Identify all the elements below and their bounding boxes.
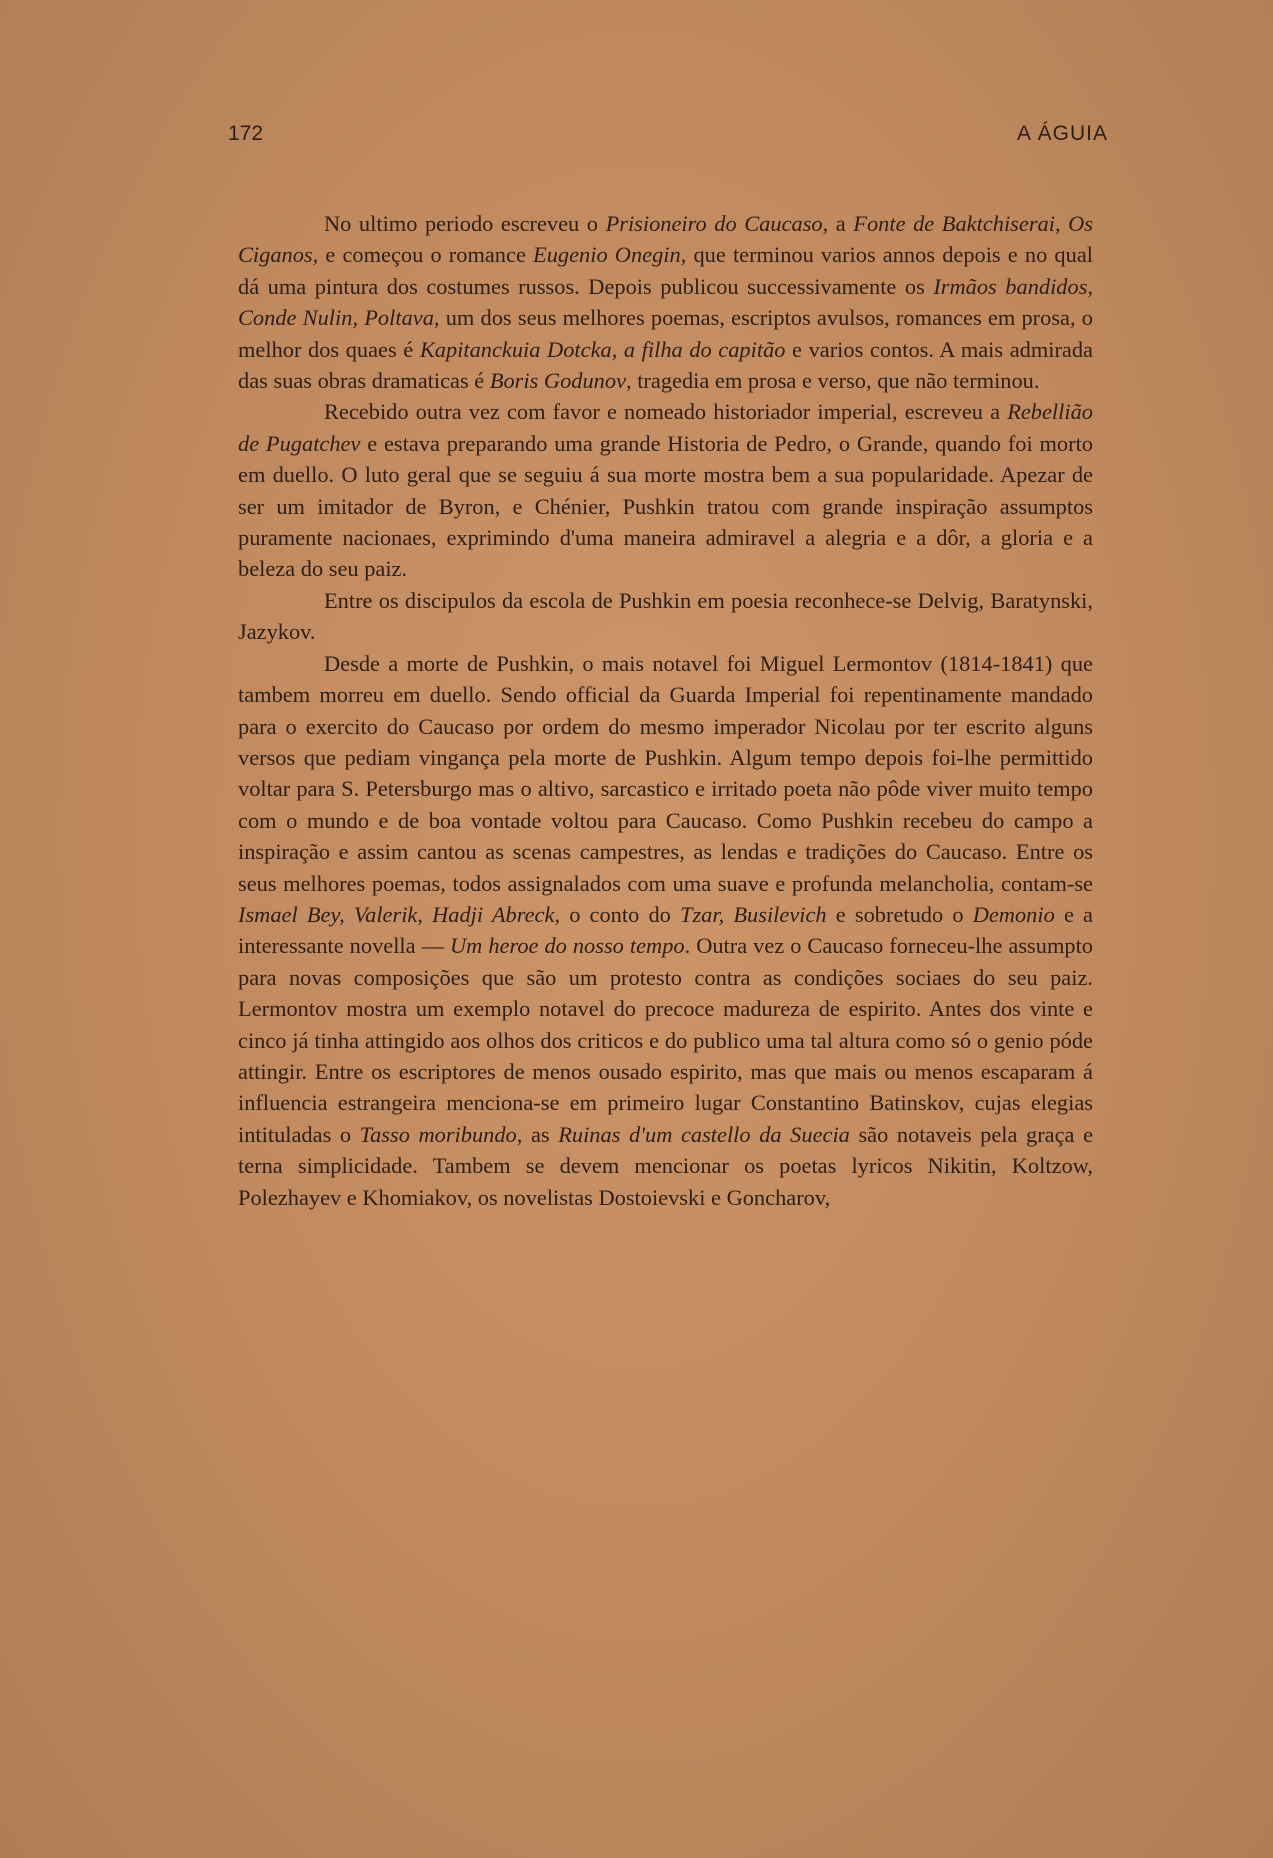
text-run: No ultimo periodo escreveu o — [324, 211, 606, 236]
text-run: e a interessante novella — — [238, 901, 1093, 959]
page-number: 172 — [228, 122, 264, 145]
running-title: A ÁGUIA — [1016, 122, 1108, 145]
text-run: , a — [822, 211, 854, 236]
text-run: . Outra vez o Caucaso forneceu-lhe assumpto para novas composições que são um protesto contra as condições sociaes do seu paiz. Lermontov mostra um exemplo notavel do precoce madureza de espirito. Antes dos vinte e cinco já tinha attingido aos olhos dos criticos e do publico uma tal altura como só o genio póde attingir. Entre os escriptores de menos ousado espirito, mas que mais ou menos escaparam á influencia estrangeira menciona-se em primeiro lugar Constantino Batinskov, cujas elegias intituladas o — [238, 933, 1093, 1147]
text-run: , um dos seus melhores poemas, escriptos avulsos, romances em prosa, o melhor dos quaes é — [238, 305, 1093, 362]
italic-title-run: Ismael Bey, Valerik, Hadji Abreck — [238, 901, 555, 927]
text-run: Desde a morte de Pushkin, o mais notavel foi Miguel Lermontov (1814-1841) que tambem morreu em duello. Sendo official da Guarda Imperial foi repentinamente mandado para o exercito do Caucaso por ordem do mesmo imperador Nicolau por ter escrito alguns versos que pediam vingança pela morte de Pushkin. Algum tempo depois foi-lhe permittido voltar para S. Petersburgo mas o altivo, sarcastico e irritado poeta não pôde viver muito tempo com o mundo e de boa vontade voltou para Caucaso. Como Pushkin recebeu do campo a inspiração e assim cantou as scenas campestres, as lendas e tradições do Caucaso. Entre os seus melhores poemas, todos assignalados com uma suave e profunda melancholia, contam-se — [238, 650, 1093, 896]
text-run: e estava preparando uma grande Historia de Pedro, o Grande, quando foi morto em duello. O luto geral que se seguiu á sua morte mostra bem a sua popularidade. Apezar de ser um imitador de Byron, e Chénier, Pushkin tratou com grande inspiração assumptos puramente nacionaes, exprimindo d'uma maneira admiravel a alegria e a dôr, a gloria e a beleza do seu paiz. — [238, 430, 1093, 582]
paragraph — [238, 396, 1093, 584]
paragraph — [238, 585, 1093, 648]
text-run: e varios contos. A mais admirada das suas obras dramaticas é — [238, 336, 1093, 394]
italic-title-run: Tzar, Busilevich — [680, 901, 827, 927]
text-run: , que terminou varios annos depois e no qual dá uma pintura dos costumes russos. Depois publicou successivamente os — [238, 242, 1093, 299]
italic-title-run: Tasso moribundo — [359, 1121, 517, 1147]
text-run: Entre os discipulos da escola de Pushkin em poesia reconhece-se Delvig, Baratynski, Jazykov. — [238, 587, 1093, 645]
italic-title-run: Um heroe do nosso tempo — [449, 933, 685, 959]
text-run: Recebido outra vez com favor e nomeado historiador imperial, escreveu a — [324, 399, 1008, 425]
text-run: , as — [516, 1121, 559, 1147]
italic-title-run: Demonio — [972, 901, 1055, 927]
page-header — [228, 122, 1108, 156]
text-run: , e começou o romance — [312, 242, 534, 268]
italic-title-run: Rebellião de Pugatchev — [238, 399, 1093, 456]
italic-title-run: Fonte de Baktchiserai, Os Ciganos — [238, 211, 1093, 268]
italic-title-run: Eugenio Onegin — [533, 242, 681, 268]
italic-title-run: Ruinas d'um castello da Suecia — [558, 1121, 850, 1147]
paragraph — [238, 208, 1093, 396]
body-text — [238, 208, 1093, 1213]
text-run: , tragedia em prosa e verso, que não terminou. — [626, 368, 1040, 394]
text-run: e sobretudo o — [826, 901, 973, 927]
italic-title-run: Prisioneiro do Caucaso — [605, 211, 823, 236]
italic-title-run: Boris Godunov — [489, 368, 627, 394]
italic-title-run: Irmãos bandidos, Conde Nulin, Poltava — [238, 273, 1094, 331]
text-run: são notaveis pela graça e terna simplicidade. Tambem se devem mencionar os poetas lyricos Nikitin, Koltzow, Polezhayev e Khomiakov, os novelistas Dostoievski e Goncharov, — [238, 1121, 1094, 1210]
paragraph — [238, 648, 1093, 1213]
text-run: , o conto do — [554, 901, 681, 927]
italic-title-run: Kapitanckuia Dotcka, a filha do capitão — [419, 336, 786, 362]
